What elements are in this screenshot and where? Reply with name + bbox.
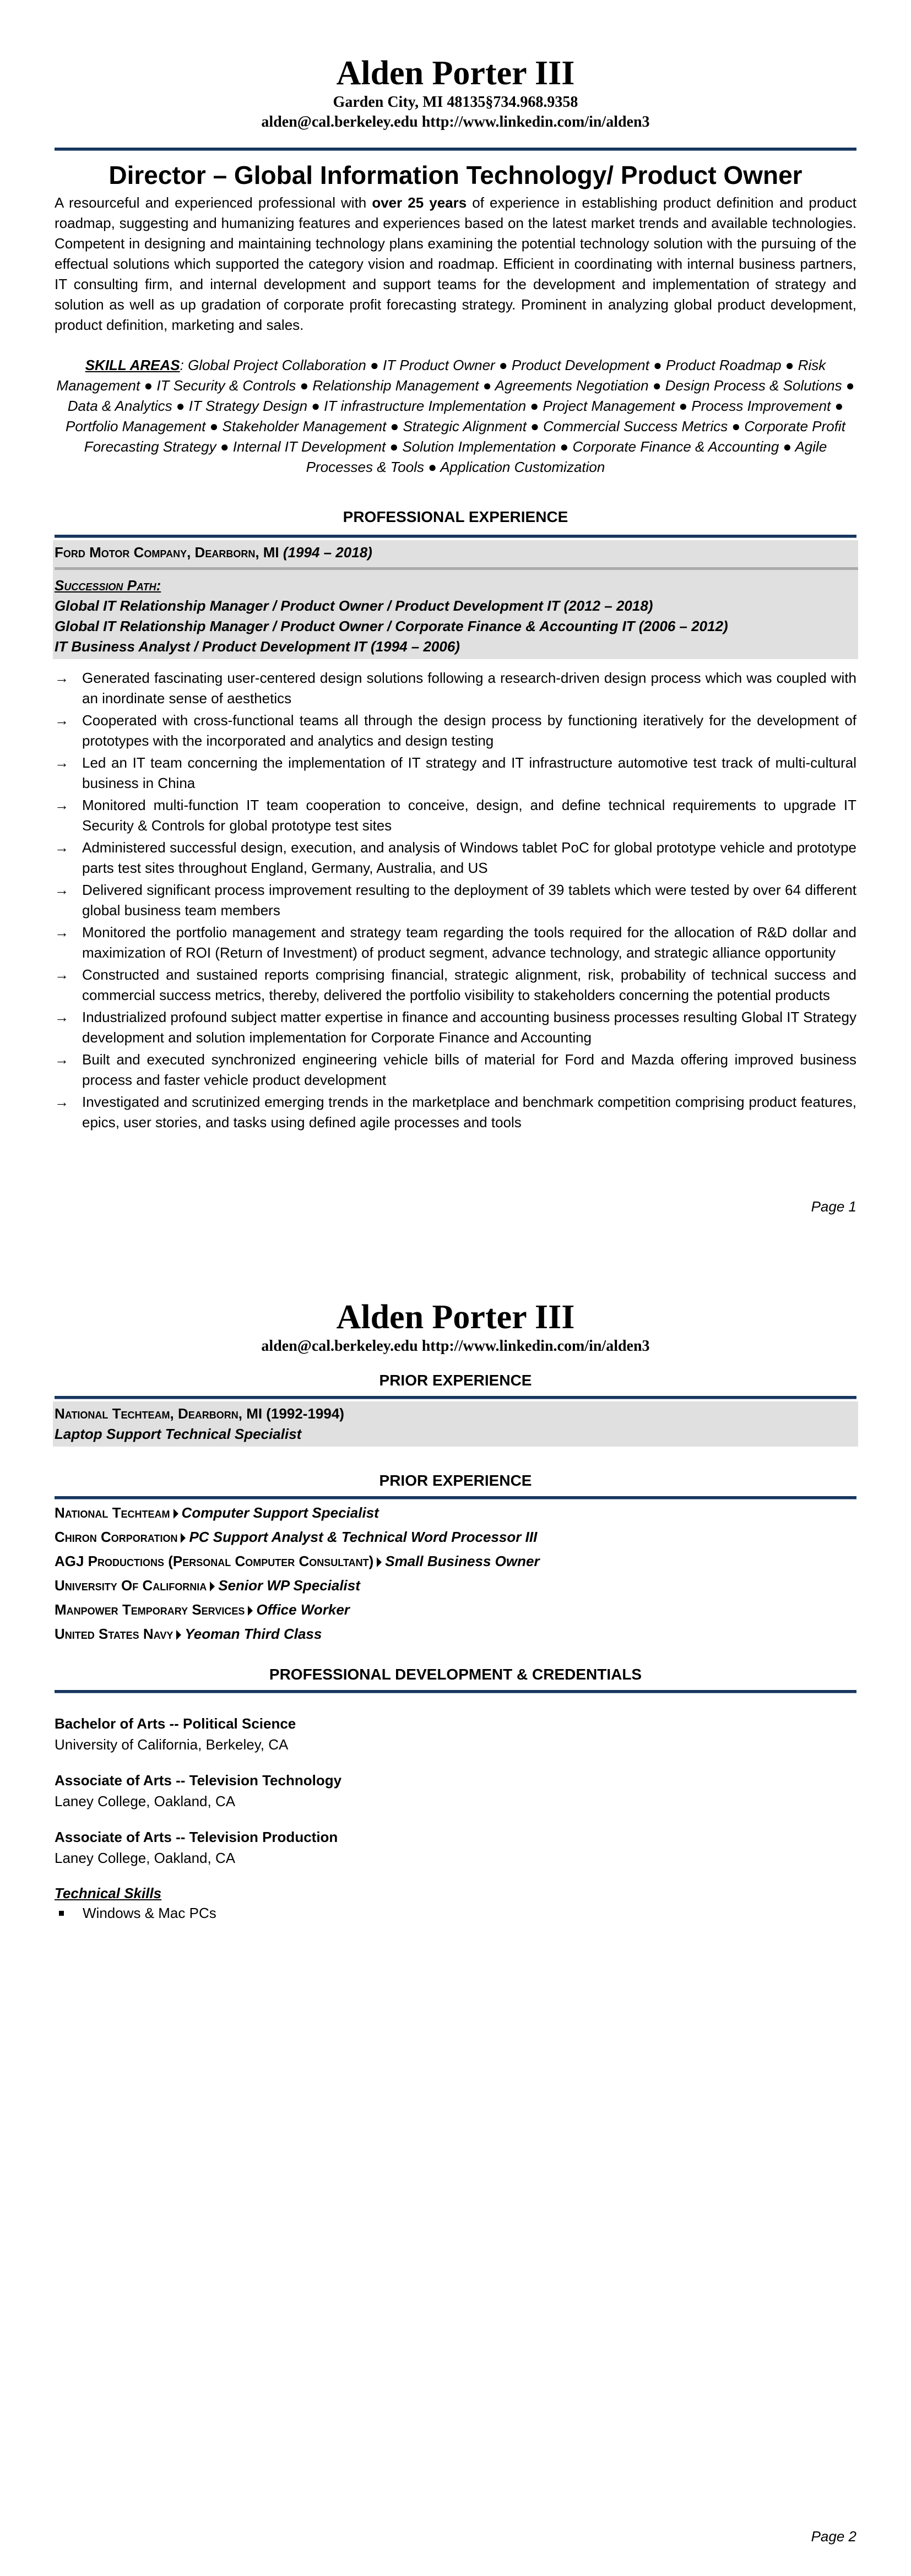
succession-path-label: Succession Path: <box>55 577 161 594</box>
email-linkedin[interactable]: alden@cal.berkeley.edu http://www.linkedin.com/in/alden3 <box>261 1338 650 1355</box>
triangle-right-icon <box>248 1606 253 1616</box>
list-item: → Built and executed synchronized engineering vehicle bills of material for Ford and Mazda offering improved business process and faster vehicle product development <box>55 1050 856 1090</box>
address-phone: Garden City, MI 48135§734.968.9358 <box>333 94 578 111</box>
square-bullet-icon <box>59 1911 64 1916</box>
arrow-icon: → <box>55 797 69 813</box>
candidate-name: Alden Porter III <box>336 1298 575 1336</box>
arrow-icon: → <box>55 966 69 983</box>
page-2 <box>0 1288 911 2576</box>
employer-block <box>53 1401 858 1447</box>
prior-list <box>55 1501 856 1646</box>
page-number: Page 2 <box>811 2528 856 2545</box>
arrow-icon: → <box>55 670 69 686</box>
prior-item: AGJ Productions (Personal Computer Consultant) Small Business Owner <box>55 1553 540 1569</box>
list-item: → Cooperated with cross-functional teams all through the design process by functioning iteratively for the development of prototypes with the incorporated and analytics and design testing <box>55 710 856 751</box>
section-heading-experience: PROFESSIONAL EXPERIENCE <box>343 508 568 525</box>
email-linkedin[interactable]: alden@cal.berkeley.edu http://www.linkedin.com/in/alden3 <box>261 113 650 131</box>
list-item: → Constructed and sustained reports comprising financial, strategic alignment, risk, probability of technical success and commercial success metrics, thereby, delivered the portfolio visibility to stakeholders concerning the potential products <box>55 965 856 1006</box>
achievement-list <box>55 668 856 1133</box>
prior-item: National Techteam Computer Support Specialist <box>55 1504 379 1521</box>
role-line: Global IT Relationship Manager / Product Owner / Product Development IT (2012 – 2018) <box>55 597 653 614</box>
degree-entry: Associate of Arts -- Television Production Laney College, Oakland, CA <box>55 1829 338 1866</box>
role-line: IT Business Analyst / Product Development IT (1994 – 2006) <box>55 638 460 655</box>
triangle-right-icon <box>173 1509 178 1519</box>
arrow-icon: → <box>55 1051 69 1068</box>
list-item: → Led an IT team concerning the implementation of IT strategy and IT infrastructure automotive test track of multi-cultural business in China <box>55 753 856 794</box>
triangle-right-icon <box>210 1582 215 1591</box>
section-heading-prior: PRIOR EXPERIENCE <box>379 1372 532 1389</box>
prior-item: Manpower Temporary Services Office Worker <box>55 1601 350 1618</box>
employer-name: Ford Motor Company, Dearborn, MI <box>55 544 279 561</box>
list-item: → Administered successful design, execution, and analysis of Windows tablet PoC for global prototype vehicle and prototype parts test sites throughout England, Germany, Australia, and US <box>55 838 856 878</box>
degree-entry: Bachelor of Arts -- Political Science University of California, Berkeley, CA <box>55 1715 296 1753</box>
arrow-icon: → <box>55 882 69 898</box>
list-item: → Generated fascinating user-centered design solutions following a research-driven design process which was coupled with an inordinate sense of aesthetics <box>55 668 856 709</box>
list-item: Windows & Mac PCs <box>55 1903 856 1923</box>
arrow-icon: → <box>55 924 69 941</box>
arrow-icon: → <box>55 1009 69 1025</box>
skill-areas-label: SKILL AREAS <box>85 357 180 373</box>
employer-block <box>53 540 858 659</box>
arrow-icon: → <box>55 1094 69 1110</box>
role-line: Global IT Relationship Manager / Product Owner / Corporate Finance & Accounting IT (2006 – 2012) <box>55 618 728 634</box>
list-item: → Monitored multi-function IT team cooperation to conceive, design, and define technical requirements to upgrade IT Security & Controls for global prototype test sites <box>55 795 856 836</box>
triangle-right-icon <box>181 1533 186 1543</box>
list-item: → Industrialized profound subject matter expertise in finance and accounting business processes resulting Global IT Strategy development and solution implementation for Corporate Finance and Accounting <box>55 1007 856 1048</box>
section-heading-credentials: PROFESSIONAL DEVELOPMENT & CREDENTIALS <box>269 1666 642 1683</box>
arrow-icon: → <box>55 712 69 729</box>
prior-item: University Of California Senior WP Specialist <box>55 1577 360 1594</box>
arrow-icon: → <box>55 839 69 856</box>
page-number: Page 1 <box>811 1198 856 1215</box>
skill-areas: SKILL AREAS: Global Project Collaboration ● IT Product Owner ● Product Development ● Product Roadmap ● Risk Management ● IT Security & Controls ● Relationship Management ● Agreements Negotiation ● Design Process & Solutions ● Data & Analytics ● IT Strategy Design ● IT infrastructure Implementation ● Project Management ● Process Improvement ● Portfolio Management ● Stakeholder Management ● Strategic Alignment ● Commercial Success Metrics ● Corporate Profit Forecasting Strategy ● Internal IT Development ● Solution Implementation ● Corporate Finance & Accounting ● Agile Processes & Tools ● Application Customization <box>56 357 855 475</box>
candidate-name: Alden Porter III <box>336 55 575 92</box>
summary-paragraph: A resourceful and experienced professional with over 25 years of experience in establishing product definition and product roadmap, suggesting and humanizing features and experiences based on the latest market trends and available technologies. Competent in designing and maintaining technology plans examining the potential technology solution with the pursuing of the effectual solutions which supported the category vision and roadmap. Efficient in coordinating with internal business partners, IT consulting firm, and internal development and support teams for the development and implementation of strategy and solution as well as up gradation of corporate profit forecasting strategy. Prominent in analyzing global product development, product definition, marketing and sales. <box>55 194 856 333</box>
headline-title: Director – Global Information Technology/ Product Owner <box>109 161 802 189</box>
section-heading-prior-2: PRIOR EXPERIENCE <box>379 1472 532 1489</box>
technical-skills-label: Technical Skills <box>55 1885 162 1901</box>
list-item: → Delivered significant process improvement resulting to the deployment of 39 tablets which were tested by over 64 different global business team members <box>55 880 856 921</box>
list-item: → Monitored the portfolio management and strategy team regarding the tools required for the allocation of R&D dollar and maximization of ROI (Return of Investment) of product segment, advance technology, and strategic alliance opportunity <box>55 922 856 963</box>
employer-dates: (1994 – 2018) <box>283 544 372 561</box>
triangle-right-icon <box>176 1630 181 1640</box>
prior-item: United States Navy Yeoman Third Class <box>55 1626 322 1642</box>
arrow-icon: → <box>55 754 69 771</box>
triangle-right-icon <box>377 1557 382 1567</box>
employer-separator <box>55 567 858 570</box>
list-item: → Investigated and scrutinized emerging trends in the marketplace and benchmark competition comprising product features, epics, user stories, and tasks using defined agile processes and tools <box>55 1092 856 1133</box>
degree-entry: Associate of Arts -- Television Technology Laney College, Oakland, CA <box>55 1772 342 1809</box>
role-line: Laptop Support Technical Specialist <box>55 1426 302 1442</box>
employer-name: National Techteam, Dearborn, MI (1992-1994) <box>55 1405 344 1422</box>
prior-item: Chiron Corporation PC Support Analyst & Technical Word Processor III <box>55 1529 538 1545</box>
